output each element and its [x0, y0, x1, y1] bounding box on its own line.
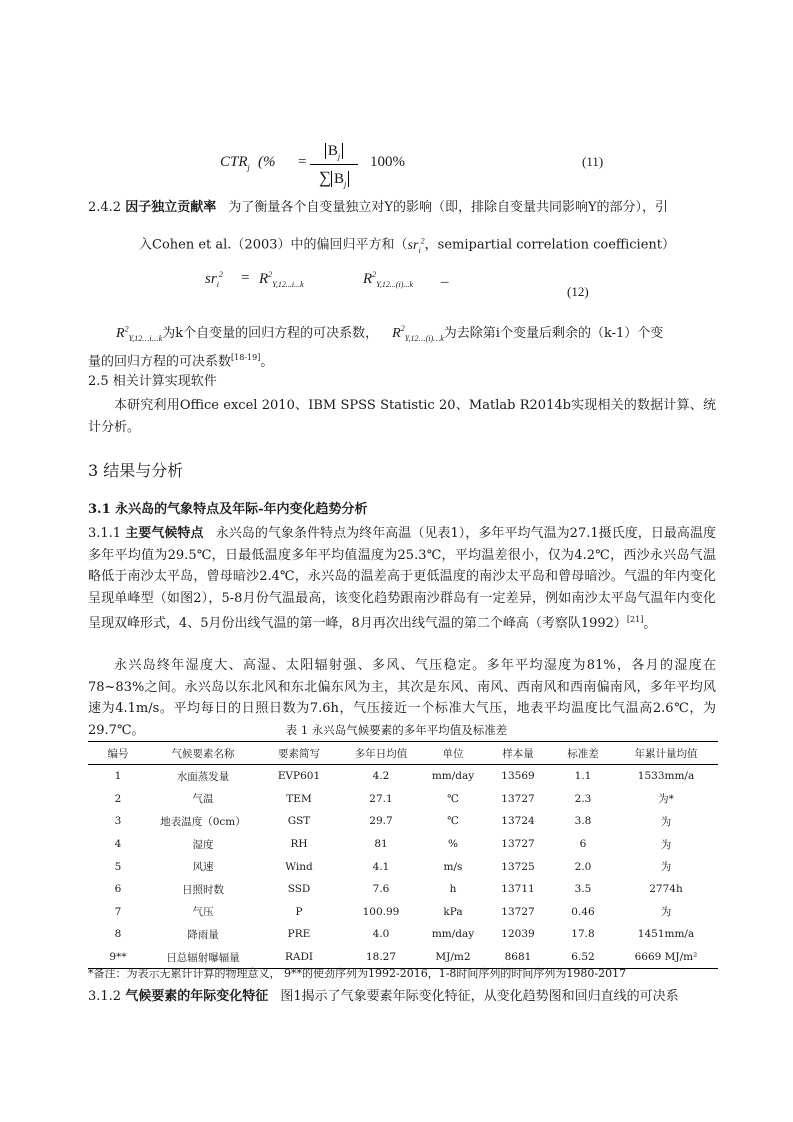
table-cell: 1.1 — [574, 770, 592, 783]
table-cell: P — [295, 905, 303, 918]
table-cell: 4 — [114, 838, 122, 851]
section-3-1-title: 3.1 永兴岛的气象特点及年际-年内变化趋势分析 — [88, 502, 368, 517]
eq11-denominator: ∑ $B_j$ — [310, 165, 358, 191]
table-row — [88, 833, 718, 856]
table-cell: 风速 — [192, 861, 214, 874]
r-definition-line1: $R^2_{Y,12\dots i\dots k}$为k个自变量的回归方程的可决系数， $R^2_{Y,12\dots(i)\dots k}$为去除第i个变量后剩余的（k-1）个变 — [116, 324, 664, 343]
table-cell: 6669 MJ/m² — [614, 946, 718, 969]
r-definition-line2: 量的回归方程的可决系数[18-19]。 — [88, 353, 274, 370]
table-cell: 为 — [660, 906, 672, 919]
section-number: 3.1.2 — [88, 989, 122, 1004]
table-cell: 18.27 — [340, 946, 422, 969]
table-caption: 表 1 永兴岛气候要素的多年平均值及标准差 — [285, 723, 508, 737]
table-cell: 2774h — [649, 883, 683, 896]
table-cell: SSD — [287, 883, 311, 896]
table-cell: TEM — [286, 792, 312, 805]
table-cell: 13727 — [501, 838, 535, 851]
section-number: 2.4.2 — [88, 200, 122, 215]
table-cell: Wind — [285, 860, 313, 873]
table-cell: mm/day — [431, 928, 475, 941]
eq12-R2: $R^2_{Y,12...(i)...k}$ — [363, 270, 413, 289]
section-title: 主要气候特点 — [125, 526, 204, 541]
table-cell: 日总辐射曝辐量 — [148, 946, 258, 969]
r-full-symbol: $R^2_{Y,12\dots i\dots k}$ — [116, 324, 163, 343]
eq11-tail: 100% — [370, 154, 405, 170]
table-cell: 9** — [88, 946, 148, 969]
table-cell: 6 — [579, 838, 587, 851]
table-cell: 13711 — [501, 883, 535, 896]
table-cell: 为 — [660, 838, 672, 851]
section-2-5-title: 2.5 相关计算实现软件 — [88, 374, 217, 389]
table-cell: kPa — [443, 905, 463, 918]
table-header: 单位 — [422, 742, 484, 765]
table-header: 样本量 — [484, 742, 552, 765]
table-cell: 0.46 — [571, 905, 595, 918]
citation: [18-19] — [231, 353, 261, 362]
table-cell: 4.1 — [372, 860, 390, 873]
table-cell: 7 — [114, 905, 122, 918]
section-2-5-body: 本研究利用Office excel 2010、IBM SPSS Statistic 20、Matlab R2014b实现相关的数据计算、统计分析。 — [88, 398, 716, 435]
eq11-numerator: $B_j$ — [310, 138, 358, 164]
table-cell: 4.2 — [372, 770, 390, 783]
section-3-title: 3 结果与分析 — [88, 461, 184, 480]
eq12-number: (12) — [567, 284, 589, 299]
table-cell: 水面蒸发量 — [176, 770, 230, 783]
table-cell: m/s — [443, 860, 463, 873]
table-cell: EVP601 — [277, 770, 321, 783]
table-cell: 4.0 — [372, 928, 390, 941]
table-row — [88, 923, 718, 946]
eq12-R1: $R^2_{Y,12...i...k}$ — [259, 270, 304, 289]
citation: [21] — [626, 615, 644, 624]
table-cell: 降雨量 — [187, 928, 219, 941]
table-row — [88, 878, 718, 901]
table-cell: 13727 — [501, 792, 535, 805]
table-1 — [88, 741, 718, 969]
section-2-4-2 — [88, 197, 716, 219]
table-cell: 2.3 — [574, 792, 592, 805]
table-row — [88, 765, 718, 788]
section-3-1-1-body: 永兴岛的气象条件特点为终年高温（见表1），多年平均气温为27.1摄氏度，日最高温度多年平均值为29.5℃，日最低温度多年平均值温度为25.3℃，平均温差很小，仅为4.2℃，西沙永兴岛气温略低于南沙太平岛，曾母暗沙2.4℃，永兴岛的温差高于更低温度的南沙太平岛和曾母暗沙。气温的年内变化呈现单峰型（如图2），5-8月份气温最高，该变化趋势跟南沙群岛有一定差异，例如南沙太平岛气温年内变化呈现双峰形式，4、5月份出线气温的第一峰，8月再次出线气温的第二个峰高（考察队1992） — [88, 526, 717, 632]
table-cell: ℃ — [447, 815, 459, 828]
eq12-lhs: $sr_i^2$ — [205, 270, 223, 289]
table-cell: 1533mm/a — [637, 770, 695, 783]
table-cell: 为* — [658, 793, 674, 806]
section-3-1-1: 3.1.1 主要气候特点 永兴岛的气象条件特点为终年高温（见表1），多年平均气温为27.1摄氏度，日最高温度多年平均值为29.5℃，日最低温度多年平均值温度为25.3℃，平均温差很小，仅为4.2℃，西沙永兴岛气温略低于南沙太平岛，曾母暗沙2.4℃，永兴岛的温差高于更低温度的南沙太平岛和曾母暗沙。气温的年内变化呈现单峰型（如图2），5-8月份气温最高，该变化趋势跟南沙群岛有一定差异，例如南沙太平岛气温年内变化呈现双峰形式，4、5月份出线气温的第一峰，8月再次出线气温的第二个峰高（考察队1992）[21]。 — [88, 526, 717, 632]
eq12-minus: – — [441, 274, 449, 290]
eq11-lhs: $CTR_j$ — [220, 154, 250, 172]
table-row — [88, 855, 718, 878]
table-cell: 为 — [660, 815, 672, 828]
table-cell: 日照时数 — [182, 883, 224, 896]
table-header: 气候要素名称 — [148, 742, 258, 765]
table-header: 要素简写 — [258, 742, 340, 765]
table-cell: 7.6 — [372, 883, 390, 896]
table-cell: RH — [290, 838, 308, 851]
table-note: *备注：为表示无累计计算的物理意义， 9**的使劲序列为1992-2016，1-8时间序列的时间序列为1980-2017 — [88, 967, 627, 980]
sr-symbol: $sr_i^2$ — [407, 236, 425, 255]
table-cell: 湿度 — [192, 838, 214, 851]
table-cell: GST — [287, 815, 311, 828]
section-3-1-1-body2: 永兴岛终年湿度大、高湿、太阳辐射强、多风、气压稳定。多年平均湿度为81%，各月的湿度在78~83%之间。永兴岛以东北风和东北偏东风为主，其次是东风、南风、西南风和西南偏南风，多年平均风速为4.1m/s。平均每日的日照日数为7.6h，气压接近一个标准大气压，地表平均温度比气温高2.6℃，为29.7℃。 — [88, 658, 716, 738]
table-cell: 13724 — [501, 815, 535, 828]
table-cell: 气温 — [192, 793, 214, 806]
table-cell: 3 — [114, 815, 122, 828]
section-2-4-2-line2: 入Cohen et al.（2003）中的偏回归平方和（$sr_i^2$，semipartial correlation coefficient） — [139, 236, 676, 255]
table-cell: 1451mm/a — [637, 928, 695, 941]
table-header: 年累计量均值 — [614, 742, 718, 765]
table-cell: h — [449, 883, 457, 896]
table-cell: RADI — [258, 946, 340, 969]
table-cell: 1 — [114, 770, 122, 783]
table-cell: 2 — [114, 792, 122, 805]
equation-11 — [220, 138, 740, 198]
table-cell: 8 — [114, 928, 122, 941]
table-cell: 12039 — [501, 928, 535, 941]
eq12-equals: = — [241, 270, 250, 286]
eq11-paren: (% — [258, 154, 276, 170]
eq11-number: (11) — [582, 154, 604, 169]
eq11-equals: = — [298, 154, 307, 170]
section-2-4-2-line1: 为了衡量各个自变量独立对Y的影响（即，排除自变量共同影响Y的部分），引 — [228, 200, 669, 215]
table-cell: 6.52 — [552, 946, 614, 969]
table-cell: 气压 — [192, 906, 214, 919]
table-cell: 17.8 — [571, 928, 595, 941]
table-cell: mm/day — [431, 770, 475, 783]
table-cell: 81 — [374, 838, 388, 851]
table-cell: ℃ — [447, 792, 459, 805]
table-cell: 3.5 — [574, 883, 592, 896]
table-cell: 29.7 — [369, 815, 393, 828]
table-header-row — [88, 742, 718, 765]
table-cell: 27.1 — [369, 792, 393, 805]
section-3-1-2-body: 图1揭示了气象要素年际变化特征，从变化趋势图和回归直线的可决系 — [280, 989, 679, 1004]
table-cell: 13569 — [501, 770, 535, 783]
table-cell: 5 — [114, 860, 122, 873]
table-cell: 6 — [114, 883, 122, 896]
table-cell: PRE — [287, 928, 311, 941]
table-cell: 13725 — [501, 860, 535, 873]
table-header: 标准差 — [552, 742, 614, 765]
table-cell: 为 — [660, 861, 672, 874]
table-row — [88, 788, 718, 811]
equation-12 — [205, 266, 725, 306]
table-header: 多年日均值 — [340, 742, 422, 765]
section-3-1-2 — [88, 986, 716, 1008]
section-title: 因子独立贡献率 — [125, 200, 217, 215]
table-cell: % — [448, 838, 458, 851]
table-cell: 13727 — [501, 905, 535, 918]
table-cell: 3.8 — [574, 815, 592, 828]
table-row — [88, 810, 718, 833]
table-cell: 地表温度（0cm） — [160, 815, 246, 828]
table-row — [88, 901, 718, 924]
r-reduced-symbol: $R^2_{Y,12\dots(i)\dots k}$ — [392, 324, 444, 343]
table-header: 编号 — [88, 742, 148, 765]
section-title: 气候要素的年际变化特征 — [125, 989, 269, 1004]
table-cell: MJ/m2 — [422, 946, 484, 969]
section-number: 3.1.1 — [88, 526, 122, 541]
eq11-fraction — [310, 138, 358, 191]
table-cell: 8681 — [484, 946, 552, 969]
table-cell: 2.0 — [574, 860, 592, 873]
table-cell: 100.99 — [362, 905, 400, 918]
